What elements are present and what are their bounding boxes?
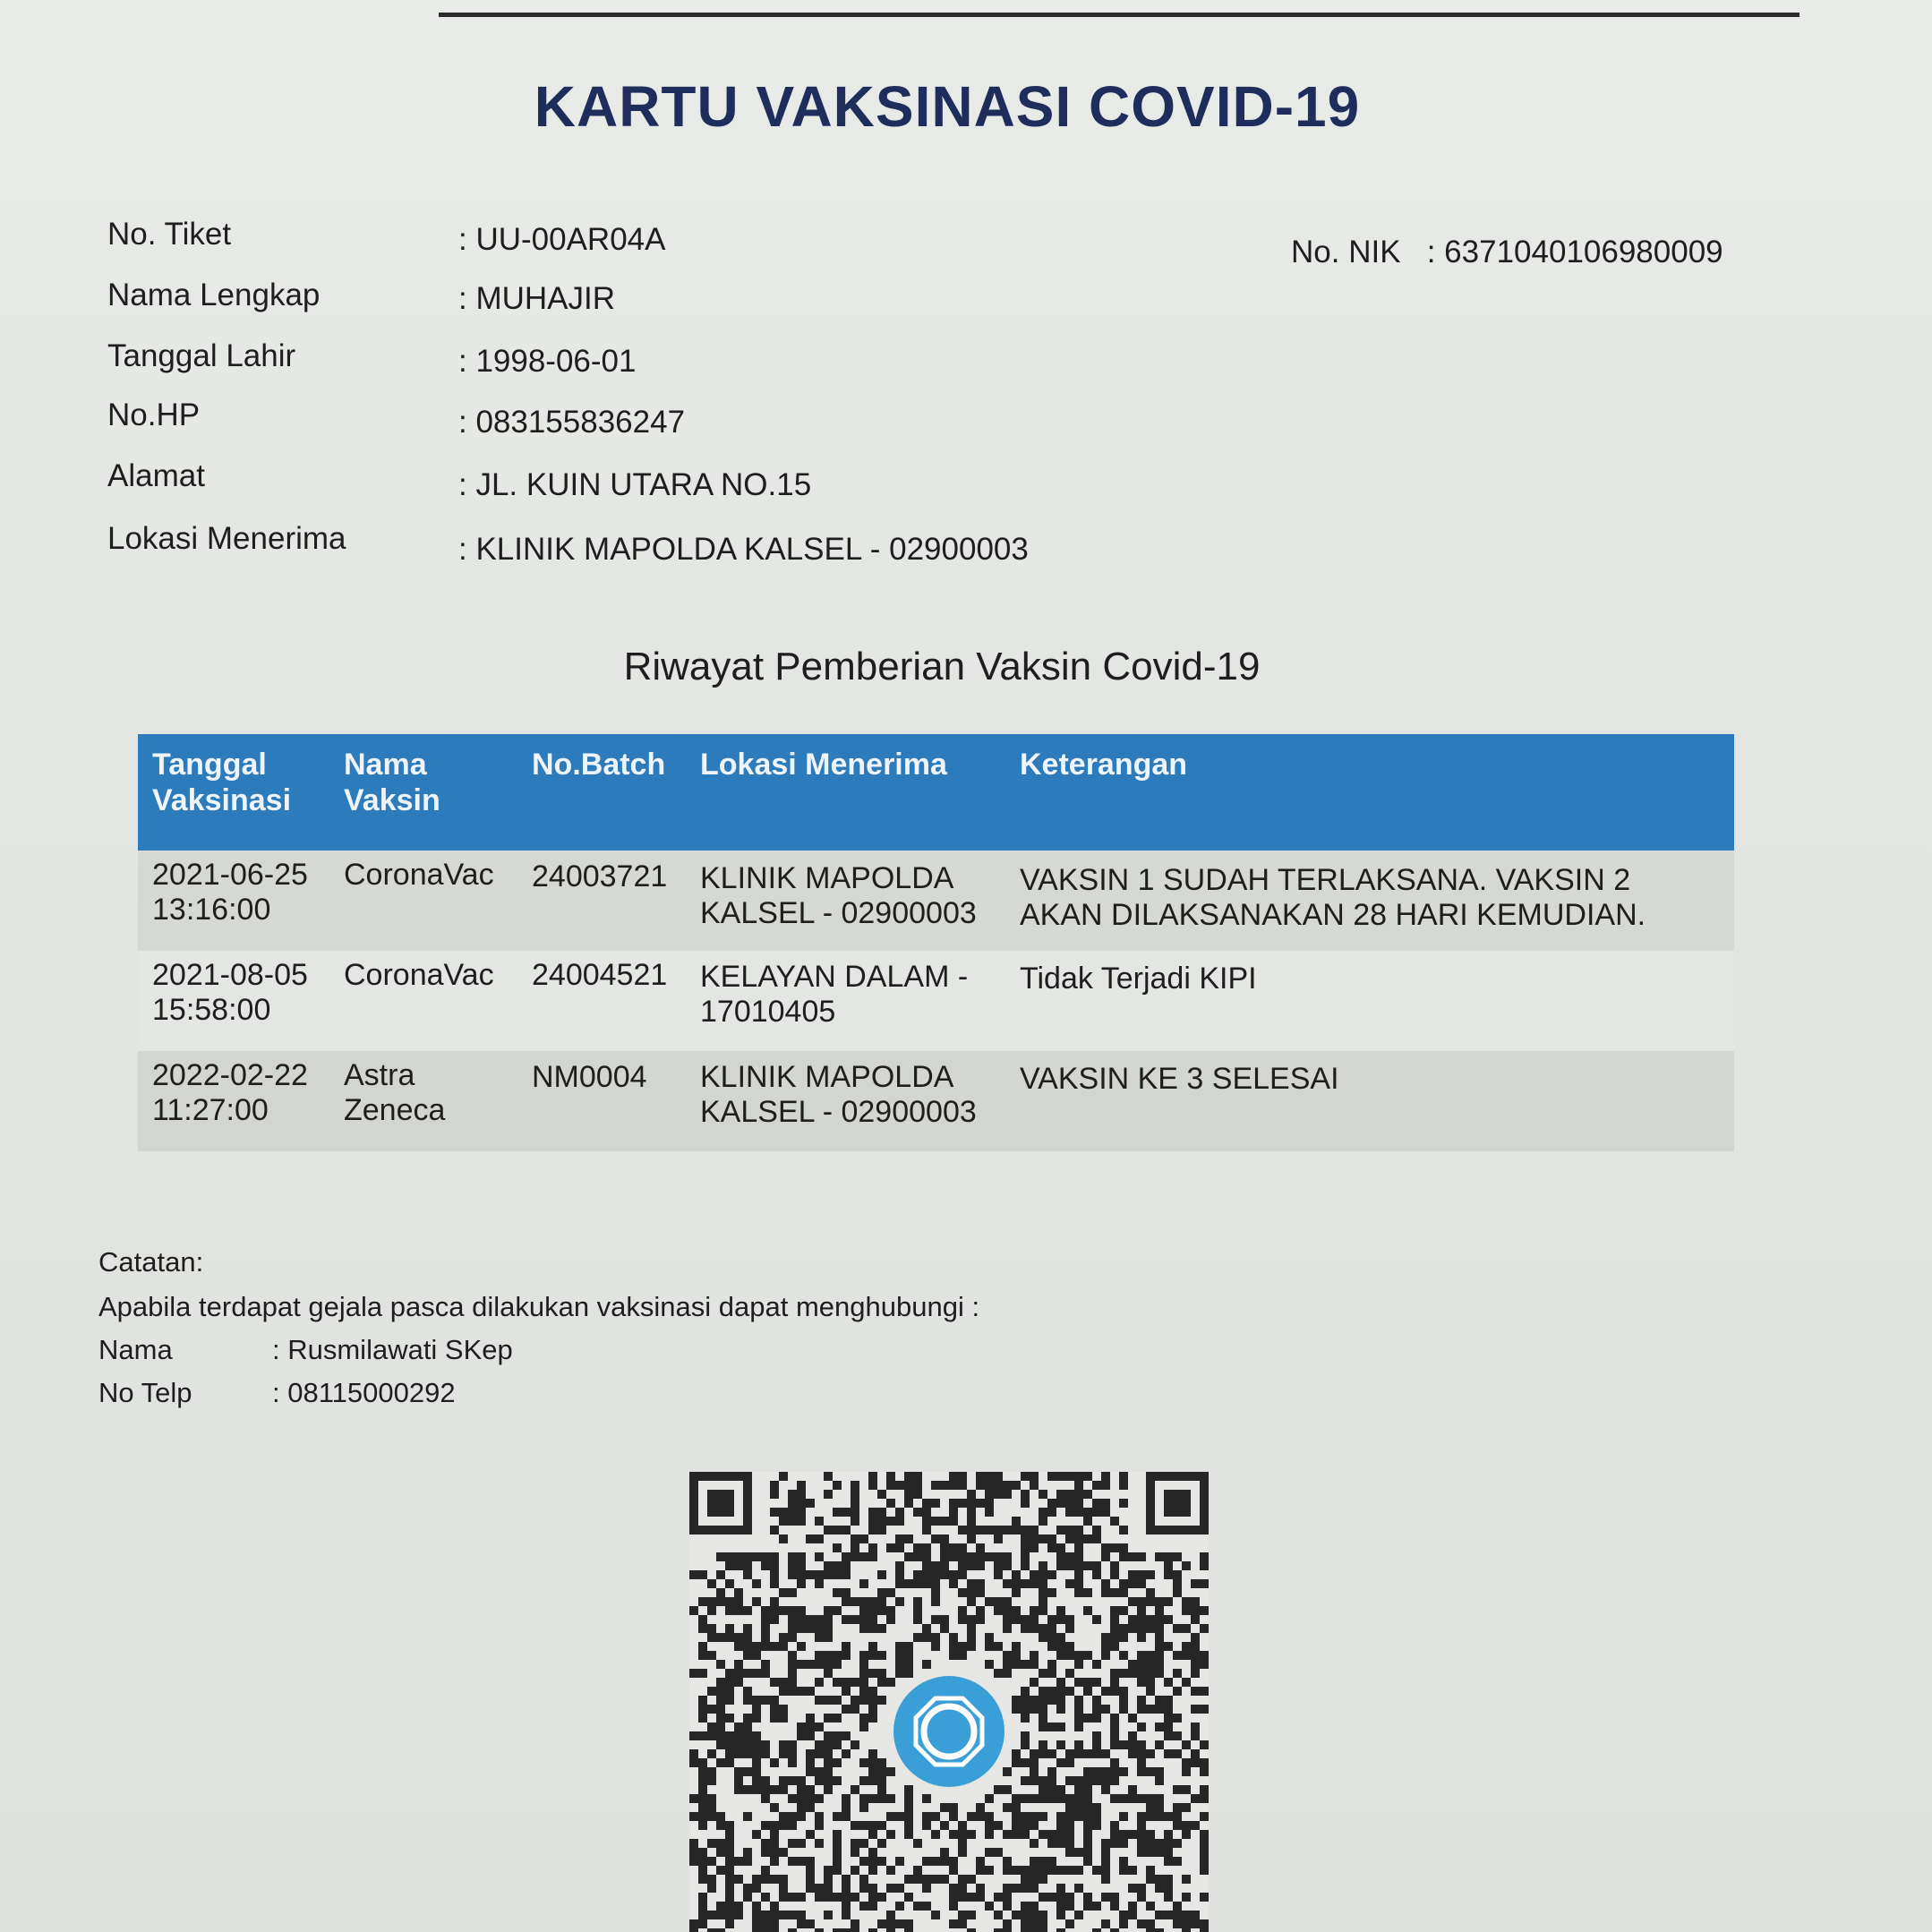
vaccine-line2: Zeneca [344, 1093, 446, 1127]
card-title: KARTU VAKSINASI COVID-19 [534, 74, 1361, 139]
vaccination-table [138, 734, 1734, 1151]
table-header [138, 734, 1734, 851]
cell-date [152, 958, 308, 1028]
time-text: 13:16:00 [152, 893, 271, 927]
table-row [138, 1051, 1734, 1151]
location-value: : KLINIK MAPOLDA KALSEL - 02900003 [458, 532, 1029, 567]
header-date-line1: Tanggal [152, 748, 267, 782]
nik [1291, 235, 1723, 270]
cell-date [152, 858, 308, 928]
cell-vaccine: CoronaVac [344, 858, 494, 892]
notes-line2: AKAN DILAKSANAKAN 28 HARI KEMUDIAN. [1020, 898, 1646, 932]
nik-label: No. NIK [1291, 235, 1401, 269]
header-notes: Keterangan [1020, 748, 1188, 782]
location-label: Lokasi Menerima [107, 521, 346, 556]
contact-phone-value: : 08115000292 [272, 1377, 456, 1408]
cell-notes [1020, 863, 1646, 933]
name-value: : MUHAJIR [458, 281, 615, 316]
dob-label: Tanggal Lahir [107, 338, 296, 373]
patient-info [0, 0, 1074, 627]
date-text: 2021-08-05 [152, 958, 308, 992]
contact-phone-label: No Telp [98, 1377, 192, 1408]
header-date [152, 747, 291, 818]
nik-value: : 6371040106980009 [1426, 235, 1723, 269]
ticket-value: : UU-00AR04A [458, 222, 666, 257]
header-vaccine-line2: Vaksin [344, 783, 440, 817]
header-batch: No.Batch [532, 748, 666, 782]
cell-batch: 24003721 [532, 859, 668, 893]
header-location: Lokasi Menerima [700, 748, 947, 782]
vaccine-line1: Astra [344, 1058, 415, 1092]
cell-location [700, 960, 968, 1030]
address-label: Alamat [107, 458, 205, 493]
cell-vaccine: CoronaVac [344, 958, 494, 992]
location-line1: KELAYAN DALAM - [700, 960, 969, 994]
ticket-label: No. Tiket [107, 217, 232, 252]
date-text: 2021-06-25 [152, 858, 308, 892]
name-label: Nama Lengkap [107, 278, 321, 312]
address-value: : JL. KUIN UTARA NO.15 [458, 467, 812, 502]
notes-text: Apabila terdapat gejala pasca dilakukan vaksinasi dapat menghubungi : [98, 1291, 980, 1322]
header-vaccine-line1: Nama [344, 748, 427, 782]
notes-heading: Catatan: [98, 1246, 204, 1278]
header-date-line2: Vaksinasi [152, 783, 292, 817]
cell-notes: VAKSIN KE 3 SELESAI [1020, 1062, 1339, 1096]
table-row [138, 851, 1734, 951]
notes-line1: VAKSIN 1 SUDAH TERLAKSANA. VAKSIN 2 [1020, 863, 1631, 897]
location-line2: KALSEL - 02900003 [700, 896, 977, 930]
phone-value: : 083155836247 [458, 405, 686, 440]
header-vaccine [344, 747, 440, 818]
dob-value: : 1998-06-01 [458, 344, 637, 379]
cell-location [700, 861, 977, 931]
date-text: 2022-02-22 [152, 1058, 308, 1092]
location-line2: KALSEL - 02900003 [700, 1095, 977, 1129]
phone-label: No.HP [107, 398, 201, 432]
cell-location [700, 1060, 977, 1130]
cell-batch: 24004521 [532, 958, 668, 992]
contact-name-value: : Rusmilawati SKep [272, 1334, 513, 1365]
cell-notes: Tidak Terjadi KIPI [1020, 962, 1257, 996]
table-row [138, 951, 1734, 1051]
cell-vaccine [344, 1058, 445, 1128]
history-title: Riwayat Pemberian Vaksin Covid-19 [623, 645, 1261, 688]
cell-date [152, 1058, 308, 1128]
location-line1: KLINIK MAPOLDA [700, 861, 954, 895]
location-line2: 17010405 [700, 995, 836, 1029]
cell-batch: NM0004 [532, 1060, 647, 1094]
pedulilindungi-logo-icon [893, 1676, 1004, 1787]
contact-name-label: Nama [98, 1334, 173, 1365]
qr-code-icon [689, 1472, 1209, 1932]
time-text: 15:58:00 [152, 993, 271, 1027]
time-text: 11:27:00 [152, 1093, 269, 1127]
location-line1: KLINIK MAPOLDA [700, 1060, 954, 1094]
